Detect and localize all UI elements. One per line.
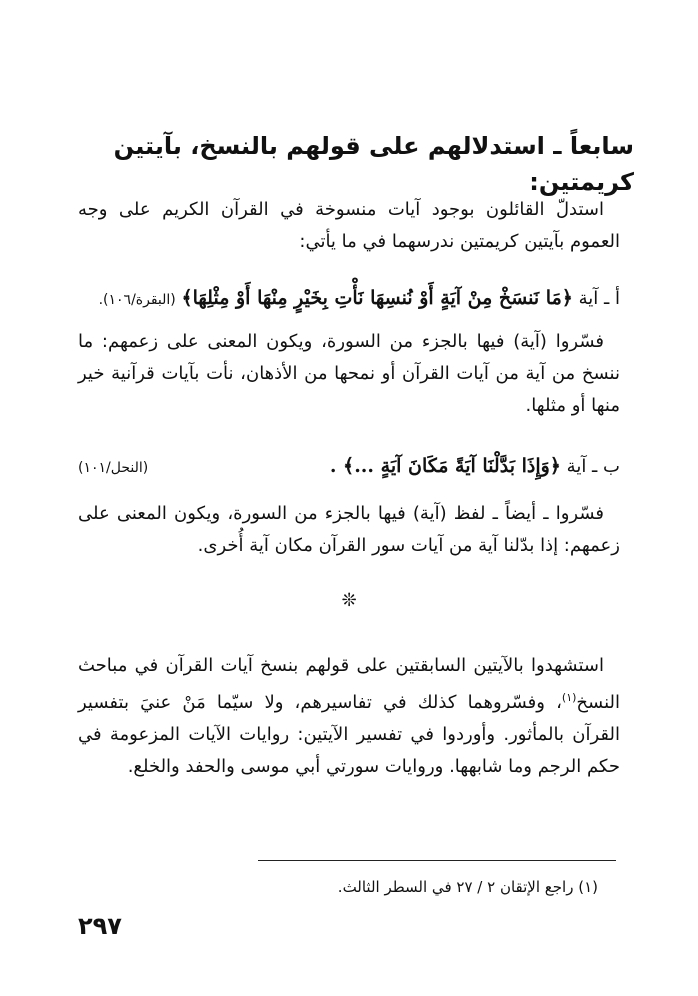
item-b-verse: ﴿وَإِذَا بَدَّلْنَا آيَةً مَكَانَ آيَةٍ ...﴾ . [329,455,561,477]
closing-paragraph [78,650,620,783]
item-b-verse-group [330,450,620,483]
item-a-line [78,282,620,316]
item-b-line [78,450,620,484]
item-b-explanation: فسّروا ـ أيضاً ـ لفظ (آية) فيها بالجزء من السورة، ويكون المعنى على زعمهم: إذا بدّلنا آية من آيات سور القرآن مكان آية أُخرى. [78,503,620,556]
footnote-text: (١) راجع الإتقان ٢ / ٢٧ في السطر الثالث. [337,878,598,896]
item-b-explanation-paragraph [78,498,620,562]
item-a-reference: (البقرة/١٠٦). [98,292,176,308]
closing-text-end: ، وفسّروهما كذلك في تفاسيرهم، ولا سيّما مَنْ عنيَ بتفسير القرآن بالمأثور. وأوردوا في تفسير الآيتين: روايات الآيات المزعومة في حكم الرجم وما شابهها. وروايات سورتي أبي موسى والحفد والخلع. [78,692,620,777]
section-separator: ❊ [341,590,357,611]
page-number: ٢٩٧ [78,912,122,940]
intro-text: استدلّ القائلون بوجود آيات منسوخة في القرآن الكريم على وجه العموم بآيتين كريمتين ندرسهما في ما يأتي: [78,199,620,252]
footnote-reference[interactable]: (١) [561,691,577,704]
item-a-explanation-paragraph [78,326,620,422]
item-b-prefix: ب ـ آية [566,456,620,477]
item-b-reference: (النحل/١٠١) [78,460,149,476]
section-heading: سابعاً ـ استدلالهم على قولهم بالنسخ، بآيتين كريمتين: [113,132,634,196]
closing-text [78,650,620,783]
closing-text-start: استشهدوا بالآيتين السابقتين على قولهم بنسخ آيات القرآن في مباحث النسخ [78,655,620,713]
item-a-prefix: أ ـ آية [578,288,620,309]
item-a-verse-group [99,282,620,316]
footnote-divider [258,860,616,861]
item-a-verse: ﴿مَا نَنسَخْ مِنْ آيَةٍ أَوْ نُنسِهَا نَأْتِ بِخَيْرٍ مِنْهَا أَوْ مِثْلِهَا﴾ [181,287,573,309]
intro-paragraph [78,194,620,258]
item-a-explanation: فسّروا (آية) فيها بالجزء من السورة، ويكون المعنى على زعمهم: ما ننسخ من آية من آيات القرآن أو نمحها من الأذهان، نأت بآيات قرآنية خير منها أو مثلها. [78,331,620,416]
